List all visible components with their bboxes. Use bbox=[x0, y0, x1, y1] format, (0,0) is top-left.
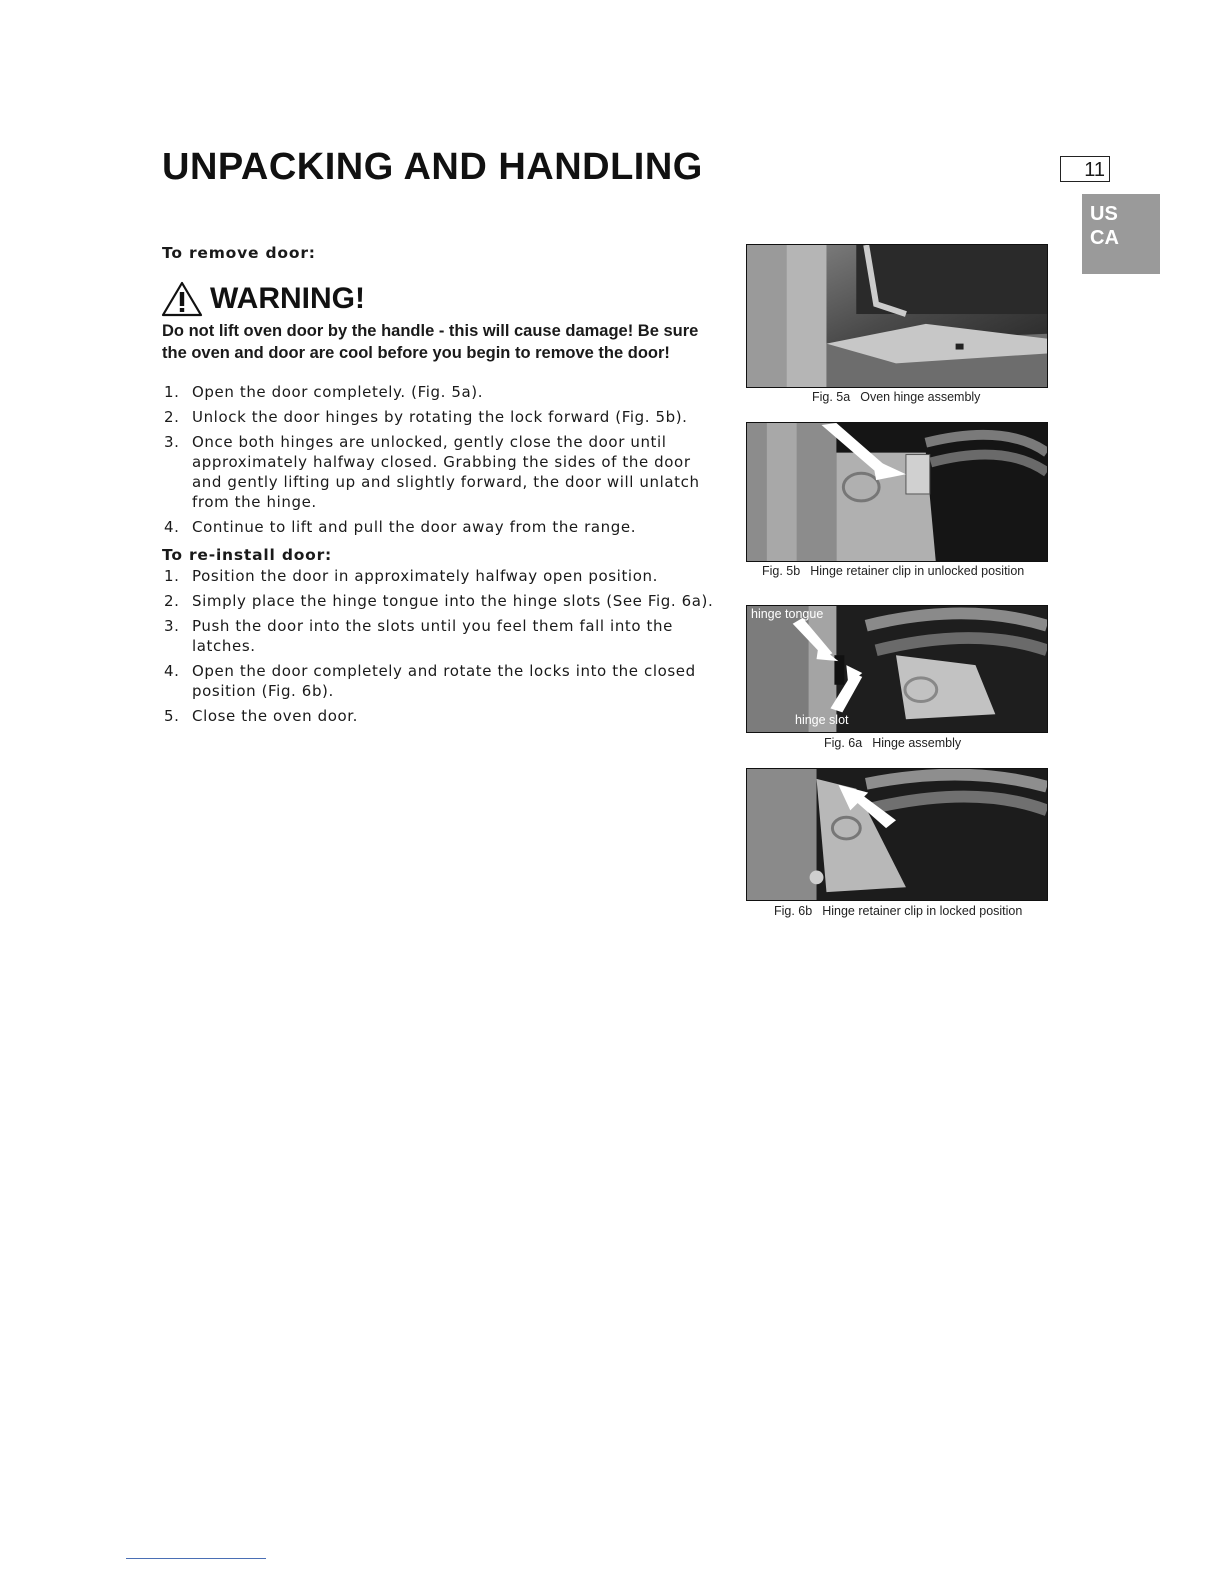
remove-steps-list bbox=[164, 382, 724, 542]
fig-6b-caption: Fig. 6b Hinge retainer clip in locked position bbox=[774, 904, 1023, 918]
list-item: 1. Position the door in approximately halfway open position. bbox=[164, 567, 658, 585]
hinge-tongue-label: hinge tongue bbox=[751, 607, 824, 621]
region-us: US bbox=[1090, 203, 1118, 225]
hinge-slot-label: hinge slot bbox=[795, 713, 849, 727]
fig-5a-caption: Fig. 5a Oven hinge assembly bbox=[812, 390, 981, 404]
list-item: 1. Open the door completely. (Fig. 5a). bbox=[164, 383, 484, 401]
region-tab bbox=[1082, 194, 1160, 274]
page-title: UNPACKING AND HANDLING bbox=[162, 146, 703, 188]
list-item: 3. Once both hinges are unlocked, gently close the door until approximately halfway closed. Grabbing the sides of the door and gently lifting up and slightly forward, the door will unlatch from the hinge. bbox=[164, 433, 700, 511]
fig-5b-photo bbox=[746, 422, 1048, 562]
list-item: 5. Close the oven door. bbox=[164, 707, 359, 725]
warning-triangle-icon bbox=[160, 280, 204, 318]
fig-6b-photo bbox=[746, 768, 1048, 901]
page-number: 11 bbox=[1060, 156, 1110, 182]
list-item: 4. Continue to lift and pull the door away from the range. bbox=[164, 518, 637, 536]
fig-6a-caption: Fig. 6a Hinge assembly bbox=[824, 736, 962, 750]
reinstall-steps-list bbox=[164, 566, 724, 731]
reinstall-door-heading: To re-install door: bbox=[162, 546, 333, 564]
list-item: 3. Push the door into the slots until you feel them fall into the latches. bbox=[164, 617, 673, 655]
fig-5b-caption: Fig. 5b Hinge retainer clip in unlocked position bbox=[762, 564, 1025, 578]
fig-6a-photo bbox=[746, 605, 1048, 733]
list-item: 2. Simply place the hinge tongue into the hinge slots (See Fig. 6a). bbox=[164, 592, 714, 610]
warning-heading bbox=[160, 280, 365, 318]
warning-text: Do not lift oven door by the handle - this will cause damage! Be sure the oven and door are cool before you begin to remove the door! bbox=[162, 322, 699, 362]
remove-door-heading: To remove door: bbox=[162, 244, 316, 262]
list-item: 4. Open the door completely and rotate the locks into the closed position (Fig. 6b). bbox=[164, 662, 696, 700]
footer-divider bbox=[126, 1558, 266, 1559]
fig-5a-photo bbox=[746, 244, 1048, 388]
region-ca: CA bbox=[1090, 227, 1119, 249]
warning-title: WARNING! bbox=[210, 282, 365, 315]
list-item: 2. Unlock the door hinges by rotating the lock forward (Fig. 5b). bbox=[164, 408, 688, 426]
